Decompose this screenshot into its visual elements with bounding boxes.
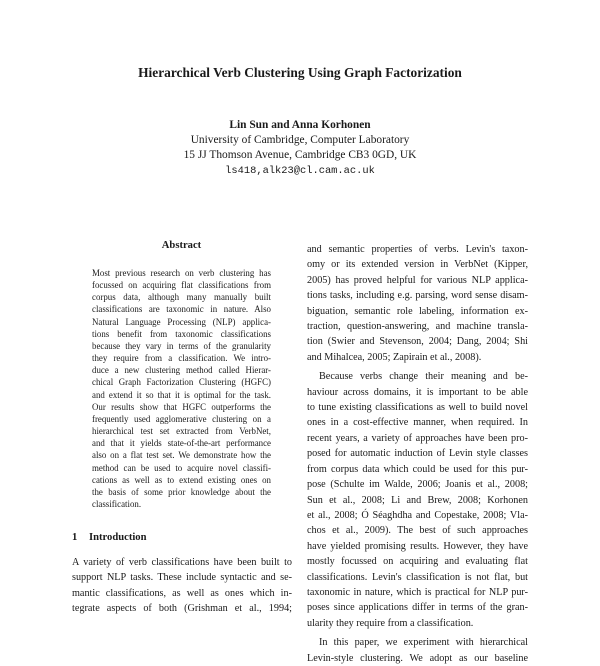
abstract-heading: Abstract [161, 240, 202, 251]
text-line: pose (Schulte im Walde, 2006; Joanis et al., 2008; [307, 479, 528, 491]
text-line: and Mihalcea, 2005; Zapirain et al., 2008). [307, 351, 482, 363]
paper-title: Hierarchical Verb Clustering Using Graph Factorization [138, 65, 462, 80]
text-line: they require from a classification. We intro- [92, 353, 271, 364]
section-number: 1 [72, 532, 78, 543]
text-line: tion (Swier and Stevenson, 2004; Dang, 2004; Shi [307, 336, 528, 348]
author-email: ls418,alk23@cl.cam.ac.uk [225, 164, 375, 177]
section-heading-introduction [72, 532, 292, 543]
text-line: tions benefit from taxonomic classifications [92, 328, 271, 339]
text-line: and that it yields state-of-the-art performance [92, 438, 271, 449]
text-line: 2005) has proved helpful for various NLP applica- [307, 274, 528, 286]
text-line: hierarchical test set extracted from VerbNet, [92, 426, 271, 437]
text-line: from corpus data which could be used for this pur- [307, 463, 528, 475]
text-line: In this paper, we experiment with hierarchical [319, 637, 528, 649]
text-line: tions tasks, including e.g. parsing, word sense disam- [307, 290, 528, 302]
text-line: because they vary in terms of the granularity [92, 340, 271, 351]
text-line: ones in a cost-effective manner, when required. In [307, 417, 528, 429]
paragraph [307, 369, 528, 631]
text-line: frequently used agglomerative clustering on a [92, 413, 271, 424]
paragraph [307, 635, 528, 666]
text-line: chos et al., 2009). The best of such approaches [307, 525, 528, 537]
text-line: have yielded promising results. However, they have [307, 540, 528, 552]
text-line: taxonomic in nature, which is practical for NLP pur- [307, 586, 528, 598]
text-line: duce a new clustering method called Hierar- [92, 365, 271, 376]
paragraph [307, 242, 528, 365]
text-line: ularity they require from a classification. [307, 617, 474, 629]
text-line: tegrate aspects of both (Grishman et al., 1994; [72, 603, 292, 615]
text-line: biguation, semantic role labeling, information ex- [307, 305, 528, 317]
text-line: Natural Language Processing (NLP) applica- [92, 316, 271, 327]
section-title: Introduction [89, 532, 147, 543]
text-line: posed for automatic induction of Levin style classes [307, 448, 528, 460]
text-line: Levin-style clustering. We adopt as our baseline [307, 652, 528, 664]
text-line: haviour across domains, it is important to be able [307, 386, 528, 398]
text-line: Because verbs change their meaning and be- [319, 371, 528, 383]
text-line: cations as well as to extend existing ones on [92, 474, 271, 485]
text-line: et al., 2008; Ó Séaghdha and Copestake, 2008; Vla- [307, 509, 528, 521]
text-line: chical Graph Factorization Clustering (HGFC) [92, 377, 271, 388]
right-column-text [307, 242, 528, 666]
text-line: also on a flat test set. We demonstrate how the [92, 450, 271, 461]
text-line: the basis of some prior knowledge about the [92, 486, 271, 497]
text-line: Our results show that HGFC outperforms the [92, 401, 271, 412]
text-line: omy or its extended version in VerbNet (Kipper, [307, 259, 528, 271]
author-names: Lin Sun and Anna Korhonen [229, 119, 371, 131]
text-line: mantic classifications, as well as ones which in- [72, 587, 292, 599]
text-line: method can be used to acquire novel classifi- [92, 462, 271, 473]
text-line: classifications. Levin's classification is not flat, but [307, 571, 528, 583]
text-line: focussed on acquiring flat classifications from [92, 280, 271, 291]
text-line: and extend it so that it is optimal for the task. [92, 389, 271, 400]
text-line: classifications are taxonomic in nature. Also [92, 304, 271, 315]
author-address: 15 JJ Thomson Avenue, Cambridge CB3 0GD, UK [183, 149, 417, 162]
author-affiliation: University of Cambridge, Computer Laboratory [190, 134, 410, 147]
text-line: and semantic properties of verbs. Levin's taxon- [307, 244, 528, 255]
abstract-body [92, 267, 271, 510]
text-line: classification. [92, 498, 142, 509]
text-line: support NLP tasks. These include syntactic and se- [72, 572, 292, 584]
text-line: A variety of verb classifications have been built to [72, 557, 292, 568]
text-line: Sun et al., 2008; Li and Brew, 2008; Korhonen [307, 494, 528, 506]
introduction-left-column [72, 555, 292, 617]
text-line: recent years, a variety of approaches have been pro- [307, 432, 528, 444]
text-line: poses since applications differ in terms of the gran- [307, 602, 528, 614]
text-line: traction, question-answering, and machine transla- [307, 321, 528, 333]
text-line: to tune existing classifications as well to build novel [307, 402, 528, 414]
author-block [0, 118, 600, 179]
text-line: Most previous research on verb clustering has [92, 268, 271, 278]
text-line: corpus data, although many manually built [92, 292, 271, 303]
text-line: mostly focussed on acquiring and evaluating flat [307, 556, 528, 568]
